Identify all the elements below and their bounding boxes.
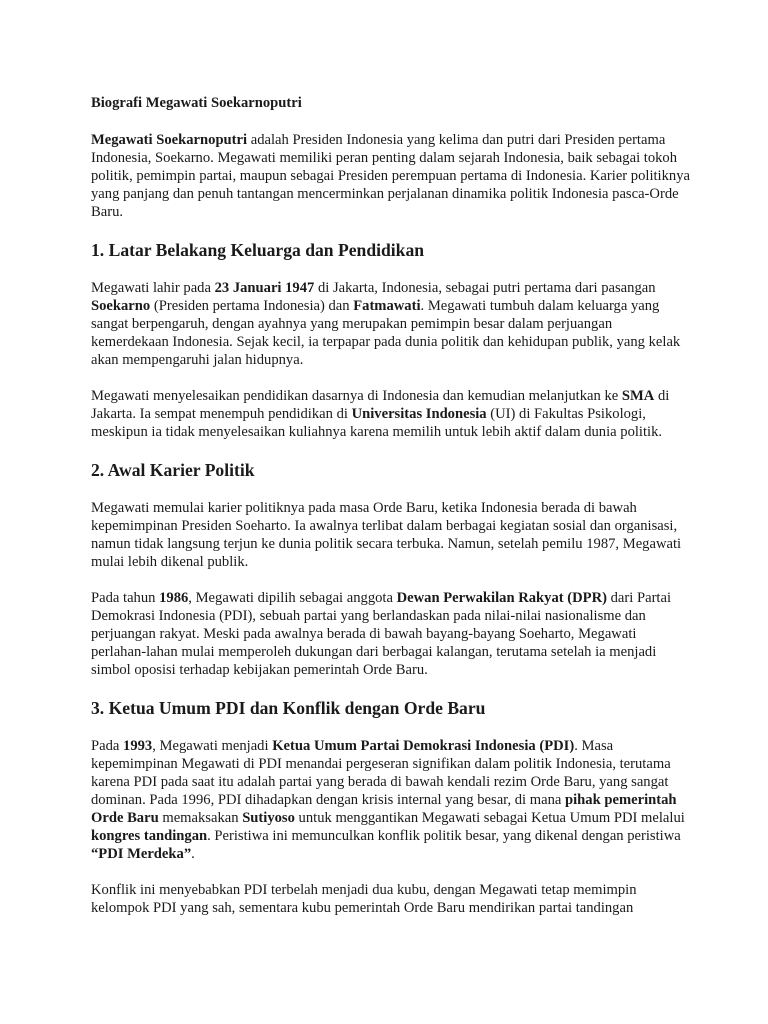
- bold-text: Ketua Umum Partai Demokrasi Indonesia (PDI): [272, 738, 575, 754]
- bold-text: SMA: [621, 388, 655, 404]
- paragraph-text: Pada: [91, 738, 124, 754]
- bold-text: Dewan Perwakilan Rakyat (DPR): [396, 590, 607, 606]
- paragraph-text: , Megawati dipilih sebagai anggota: [188, 590, 397, 606]
- paragraph-text: . Peristiwa ini memunculkan konflik politik besar, yang dikenal dengan peristiwa: [207, 828, 681, 844]
- section-heading-3: 3. Ketua Umum PDI dan Konflik dengan Orde Baru: [91, 698, 486, 718]
- bold-text: 1986: [159, 590, 189, 606]
- bold-text: Soekarno: [91, 298, 151, 314]
- paragraph-text: dari Partai Demokrasi Indonesia (PDI), sebuah partai yang berlandaskan pada nilai-nilai nasionalisme dan perjuangan rakyat. Meski pada awalnya berada di bawah bayang-bayang Soeharto, Megawati perlahan-lahan mulai memperoleh dukungan dari berbagai kalangan, terutama setelah ia menjadi simbol oposisi terhadap kebijakan pemerintah Orde Baru.: [91, 590, 672, 678]
- paragraph-text: Megawati menyelesaikan pendidikan dasarnya di Indonesia dan kemudian melanjutkan ke: [91, 388, 622, 404]
- bold-text: 1993: [123, 738, 153, 754]
- paragraph-text: (UI) di Fakultas Psikologi, meskipun ia tidak menyelesaikan kuliahnya karena memilih untuk lebih aktif dalam dunia politik.: [91, 406, 663, 440]
- section2-paragraph-2: [91, 589, 691, 679]
- paragraph-text: . Masa kepemimpinan Megawati di PDI menandai pergeseran signifikan dalam politik Indonesia, terutama karena PDI pada saat itu adalah partai yang berada di bawah kendali rezim Orde Baru, yang sangat dominan. Pada 1996, PDI dihadapkan dengan krisis internal yang besar, di mana: [91, 738, 671, 808]
- paragraph-text: Megawati lahir pada: [91, 280, 215, 296]
- paragraph-text: di Jakarta. Ia sempat menempuh pendidikan di: [91, 388, 670, 422]
- section3-paragraph-1: [91, 737, 691, 863]
- bold-text: Sutiyoso: [242, 810, 295, 826]
- document-title: Biografi Megawati Soekarnoputri: [91, 95, 302, 111]
- paragraph-text: Pada tahun: [91, 590, 160, 606]
- bold-text: “PDI Merdeka”: [91, 846, 192, 862]
- intro-paragraph: [91, 131, 691, 221]
- bold-text: 23 Januari 1947: [214, 280, 315, 296]
- paragraph-text: memaksakan: [158, 810, 243, 826]
- paragraph-text: , Megawati menjadi: [152, 738, 273, 754]
- bold-text: pihak pemerintah Orde Baru: [91, 792, 677, 826]
- paragraph-text: adalah Presiden Indonesia yang kelima dan putri dari Presiden pertama Indonesia, Soekarno. Megawati memiliki peran penting dalam sejarah Indonesia, baik sebagai tokoh politik, pemimpin partai, maupun sebagai Presiden perempuan pertama di Indonesia. Karier politiknya yang panjang dan penuh tantangan mencerminkan perjalanan dinamika politik Indonesia pasca-Orde Baru.: [91, 132, 690, 220]
- paragraph-text: .: [191, 846, 195, 862]
- paragraph-text: untuk menggantikan Megawati sebagai Ketua Umum PDI melalui: [294, 810, 685, 826]
- bold-text: Fatmawati: [353, 298, 421, 314]
- section3-paragraph-2: Konflik ini menyebabkan PDI terbelah menjadi dua kubu, dengan Megawati tetap memimpin kelompok PDI yang sah, sementara kubu pemerintah Orde Baru mendirikan partai tandingan: [91, 882, 637, 916]
- document-page: [91, 94, 691, 935]
- section-heading-2: 2. Awal Karier Politik: [91, 460, 255, 480]
- section-heading-1: 1. Latar Belakang Keluarga dan Pendidikan: [91, 240, 425, 260]
- bold-text: Universitas Indonesia: [351, 406, 487, 422]
- bold-text: Megawati Soekarnoputri: [91, 132, 248, 148]
- bold-text: kongres tandingan: [91, 828, 208, 844]
- section1-paragraph-2: [91, 387, 691, 441]
- section2-paragraph-1: Megawati memulai karier politiknya pada masa Orde Baru, ketika Indonesia berada di bawah kepemimpinan Presiden Soeharto. Ia awalnya terlibat dalam berbagai kegiatan sosial dan organisasi, namun tidak langsung terjun ke dunia politik secara terbuka. Namun, setelah pemilu 1987, Megawati mulai lebih dikenal publik.: [91, 500, 682, 570]
- section1-paragraph-1: [91, 279, 691, 369]
- paragraph-text: di Jakarta, Indonesia, sebagai putri pertama dari pasangan: [314, 280, 656, 296]
- paragraph-text: (Presiden pertama Indonesia) dan: [150, 298, 354, 314]
- paragraph-text: . Megawati tumbuh dalam keluarga yang sangat berpengaruh, dengan ayahnya yang merupakan pemimpin besar dalam perjuangan kemerdekaan Indonesia. Sejak kecil, ia terpapar pada dunia politik dan kehidupan publik, yang kelak akan mempengaruhi jalan hidupnya.: [91, 298, 681, 368]
